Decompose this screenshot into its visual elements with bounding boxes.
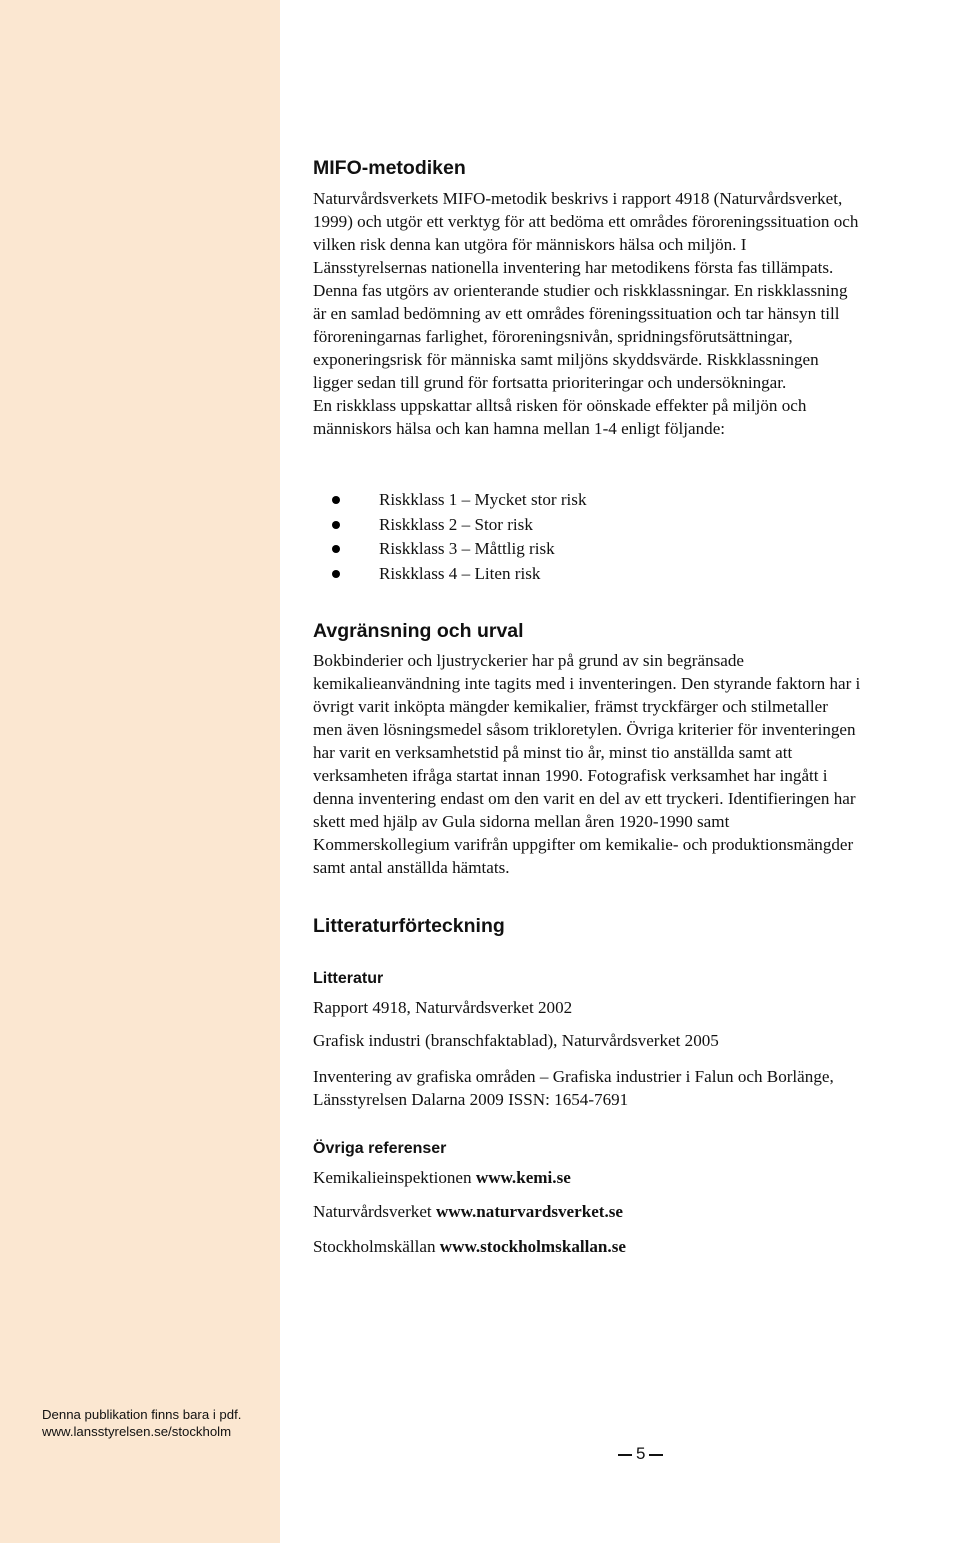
text-line: 1999) och utgör ett verktyg för att bedöma ett områdes föroreningssituation och	[313, 212, 859, 231]
footer-link[interactable]: www.lansstyrelsen.se/stockholm	[42, 1423, 232, 1439]
paragraph-avgransning	[313, 649, 860, 879]
dash-icon	[618, 1454, 632, 1456]
reference-item	[313, 1166, 571, 1189]
text-line: En riskklass uppskattar alltså risken för oönskade effekter på miljön och	[313, 396, 807, 415]
text-line: verksamheten ifråga startat innan 1990. Fotografisk verksamhet har ingått i	[313, 766, 828, 785]
text-line: Bokbinderier och ljustryckerier har på grund av sin begränsade	[313, 651, 744, 670]
text-line: ligger sedan till grund för fortsatta prioriteringar och undersökningar.	[313, 373, 787, 392]
reference-item	[313, 1065, 834, 1111]
text-line: övrigt varit inköpta mängder kemikalier, främst tryckfärger och stilmetaller	[313, 697, 828, 716]
page-number-value: 5	[636, 1444, 646, 1463]
text-line: exponeringsrisk för människa samt miljöns skyddsvärde. Riskklassningen	[313, 350, 819, 369]
risk-class-list	[313, 488, 587, 586]
footer-note	[42, 1407, 241, 1440]
reference-name: Kemikalieinspektionen	[313, 1168, 472, 1187]
list-item	[313, 513, 587, 538]
text-line: Denna fas utgörs av orienterande studier och riskklassningar. En riskklassning	[313, 281, 848, 300]
reference-item	[313, 1200, 623, 1223]
bullet-icon	[332, 570, 340, 578]
subheading-ovriga: Övriga referenser	[313, 1140, 447, 1157]
text-line: men även lösningsmedel såsom trikloretylen. Övriga kriterier för inventeringen	[313, 720, 856, 739]
reference-item: Grafisk industri (branschfaktablad), Naturvårdsverket 2005	[313, 1031, 719, 1050]
text-line: samt antal anställda hämtats.	[313, 858, 510, 877]
reference-item	[313, 1235, 626, 1258]
list-item	[313, 488, 587, 513]
text-line: föroreningarnas farlighet, föroreningsnivån, spridningsförutsättningar,	[313, 327, 793, 346]
list-item	[313, 537, 587, 562]
text-line: Kommerskollegium varifrån uppgifter om kemikalie- och produktionsmängder	[313, 835, 854, 854]
bullet-icon	[332, 496, 340, 504]
text-line: människors hälsa och kan hamna mellan 1-4 enligt följande:	[313, 419, 726, 438]
text-line: Länsstyrelsernas nationella inventering har metodikens första fas tillämpats.	[313, 258, 834, 277]
heading-mifo: MIFO-metodiken	[313, 157, 466, 179]
text-line: denna inventering endast om den varit en del av ett tryckeri. Identifieringen har	[313, 789, 856, 808]
reference-name: Naturvårdsverket	[313, 1202, 432, 1221]
text-line: har varit en verksamhetstid på minst tio år, minst tio anställda samt att	[313, 743, 793, 762]
subheading-litteratur: Litteratur	[313, 970, 384, 987]
risk-class-label: Riskklass 1 – Mycket stor risk	[379, 490, 587, 509]
footer-text: Denna publikation finns bara i pdf.	[42, 1407, 242, 1422]
reference-name: Stockholmskällan	[313, 1237, 436, 1256]
risk-class-label: Riskklass 4 – Liten risk	[379, 563, 541, 583]
text-line: är en samlad bedömning av ett områdes föreningssituation och tar hänsyn till	[313, 304, 840, 323]
risk-class-label: Riskklass 3 – Måttlig risk	[379, 539, 555, 558]
sidebar-panel	[0, 0, 280, 1543]
bullet-icon	[332, 545, 340, 553]
page-number	[614, 1444, 667, 1464]
text-line: kemikalieanvändning inte tagits med i inventeringen. Den styrande faktorn har i	[313, 674, 861, 693]
text-line: Naturvårdsverkets MIFO-metodik beskrivs i rapport 4918 (Naturvårdsverket,	[313, 189, 843, 208]
list-item	[313, 562, 587, 587]
heading-litteratur: Litteraturförteckning	[313, 915, 505, 937]
heading-avgransning: Avgränsning och urval	[313, 620, 524, 642]
risk-class-label: Riskklass 2 – Stor risk	[379, 514, 533, 534]
bullet-icon	[332, 521, 340, 529]
paragraph-mifo	[313, 187, 858, 440]
text-line: vilken risk denna kan utgöra för människors hälsa och miljön. I	[313, 235, 747, 254]
reference-link[interactable]: www.kemi.se	[475, 1168, 571, 1187]
text-line: skett med hjälp av Gula sidorna mellan åren 1920-1990 samt	[313, 812, 730, 831]
reference-link[interactable]: www.stockholmskallan.se	[439, 1237, 626, 1256]
reference-link[interactable]: www.naturvardsverket.se	[435, 1202, 624, 1221]
dash-icon	[649, 1454, 663, 1456]
text-line: Länsstyrelsen Dalarna 2009 ISSN: 1654-7691	[313, 1090, 629, 1109]
text-line: Inventering av grafiska områden – Grafiska industrier i Falun och Borlänge,	[313, 1067, 834, 1086]
reference-item: Rapport 4918, Naturvårdsverket 2002	[313, 998, 573, 1017]
